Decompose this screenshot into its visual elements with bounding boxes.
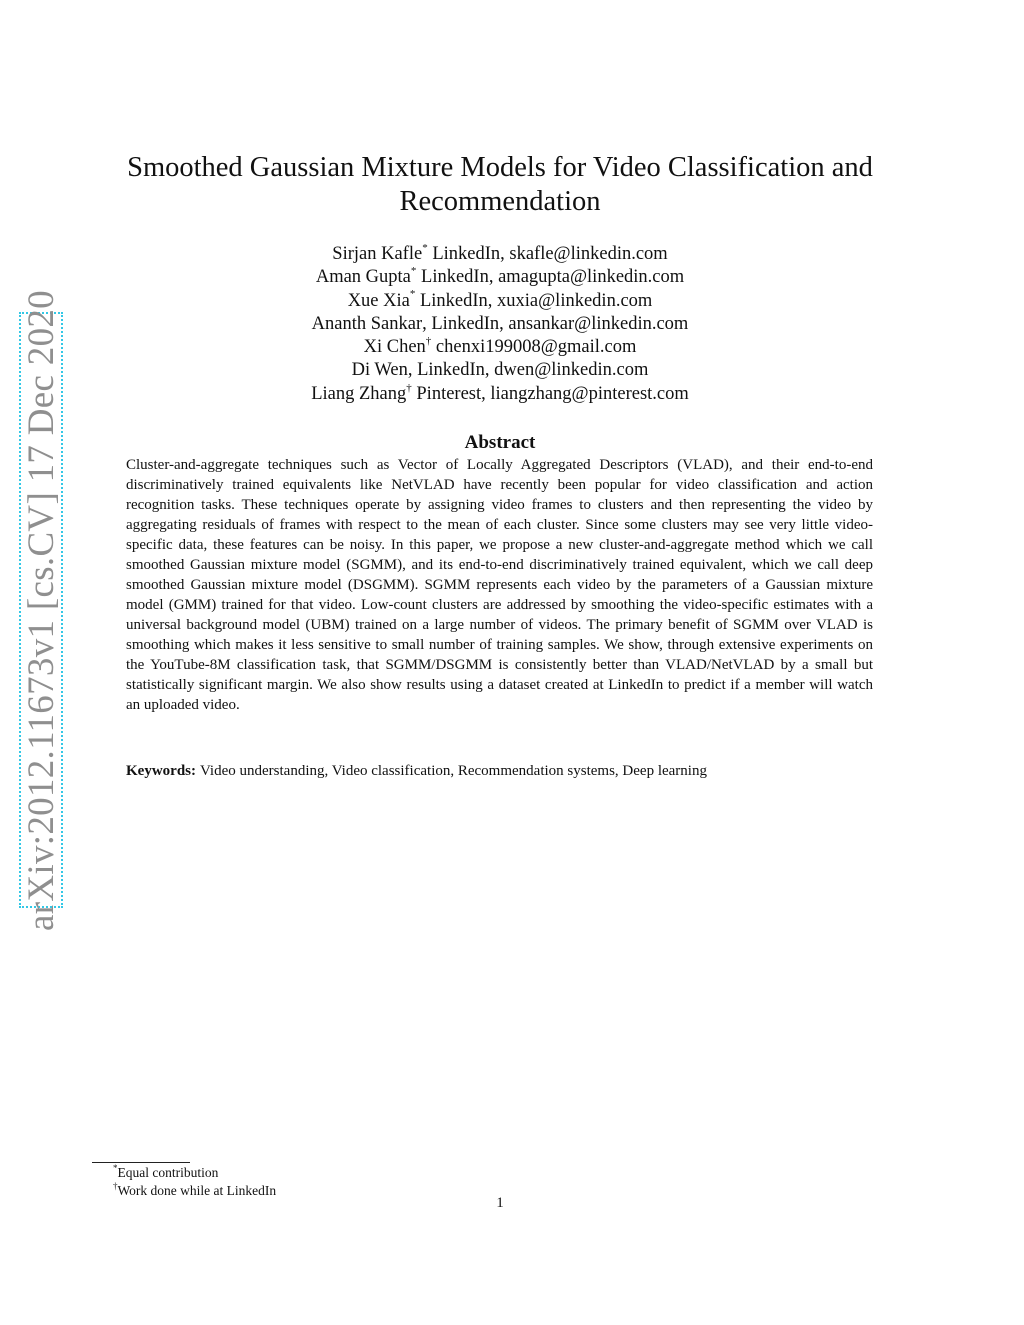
author-affiliation: LinkedIn, skafle@linkedin.com — [427, 244, 668, 264]
author-affiliation: , LinkedIn, ansankar@linkedin.com — [422, 313, 689, 334]
keywords — [126, 761, 873, 781]
author-entry — [150, 313, 850, 336]
author-entry — [150, 290, 850, 313]
author-footnote-mark: * — [409, 288, 416, 301]
author-footnote-mark: † — [406, 381, 412, 394]
author-name: Di Wen — [351, 360, 408, 381]
keywords-label: Keywords: — [126, 763, 196, 779]
footnotes — [113, 1164, 276, 1200]
abstract-body: Cluster-and-aggregate techniques such as Vector of Locally Aggregated Descriptors (VLAD), and their end-to-end discriminatively trained equivalents like NetVLAD have recently been popular for video classification and action recognition tasks. These techniques operate by assigning video frames to clusters and then representing the video by aggregating residuals of frames with respect to the mean of each cluster. Since some clusters may see very little video-specific data, these features can be noisy. In this paper, we propose a new cluster-and-aggregate method which we call smoothed Gaussian mixture model (SGMM), and its end-to-end discriminatively trained equivalent, which we call deep smoothed Gaussian mixture model (DSGMM). SGMM represents each video by the parameters of a Gaussian mixture model (GMM) trained for that video. Low-count clusters are addressed by smoothing the video-specific estimates with a universal background model (UBM) trained on a large number of videos. The primary benefit of SGMM over VLAD is smoothing which makes it less sensitive to small number of training samples. We show, through extensive experiments on the YouTube-8M classification task, that SGMM/DSGMM is consistently better than VLAD/NetVLAD by a small but statistically significant margin. We also show results using a dataset created at LinkedIn to predict if a member will watch an uploaded video. — [126, 457, 873, 713]
author-name: Xue Xia — [347, 290, 410, 311]
footnote-text: Equal contribution — [117, 1165, 219, 1180]
author-affiliation: LinkedIn, xuxia@linkedin.com — [415, 290, 653, 311]
author-footnote-mark: * — [422, 241, 428, 254]
footnote — [113, 1182, 276, 1200]
author-entry — [150, 383, 850, 406]
footnote-text: Work done while at LinkedIn — [117, 1183, 277, 1198]
author-name: Liang Zhang — [311, 383, 407, 404]
author-entry — [150, 359, 850, 382]
author-name: Ananth Sankar — [311, 313, 423, 334]
author-affiliation: chenxi199008@gmail.com — [431, 337, 637, 358]
arxiv-identifier-text: arXiv:2012.11673v1 [cs.CV] 17 Dec 2020 — [20, 289, 62, 931]
author-entry — [150, 243, 850, 266]
author-footnote-mark: * — [410, 265, 417, 278]
author-name: Sirjan Kafle — [332, 244, 423, 264]
footnote-rule — [92, 1162, 190, 1163]
author-affiliation: , LinkedIn, dwen@linkedin.com — [407, 360, 649, 381]
author-entry — [150, 336, 850, 359]
author-name: Aman Gupta — [315, 267, 411, 288]
page-number: 1 — [496, 1195, 504, 1211]
author-affiliation: Pinterest, liangzhang@pinterest.com — [411, 383, 689, 404]
keywords-text: Video understanding, Video classification, Recommendation systems, Deep learning — [200, 763, 707, 779]
author-list — [150, 243, 850, 406]
footnote — [113, 1164, 276, 1182]
author-affiliation: LinkedIn, amagupta@linkedin.com — [416, 267, 685, 288]
paper-title: Smoothed Gaussian Mixture Models for Video Classification and Recommendation — [127, 152, 873, 217]
footnote-mark: † — [113, 1180, 118, 1191]
author-entry — [150, 266, 850, 289]
author-footnote-mark: † — [425, 335, 432, 348]
author-name: Xi Chen — [363, 337, 426, 358]
abstract-heading: Abstract — [464, 432, 536, 453]
arxiv-identifier-stamp — [19, 289, 63, 931]
footnote-mark: * — [113, 1162, 118, 1173]
